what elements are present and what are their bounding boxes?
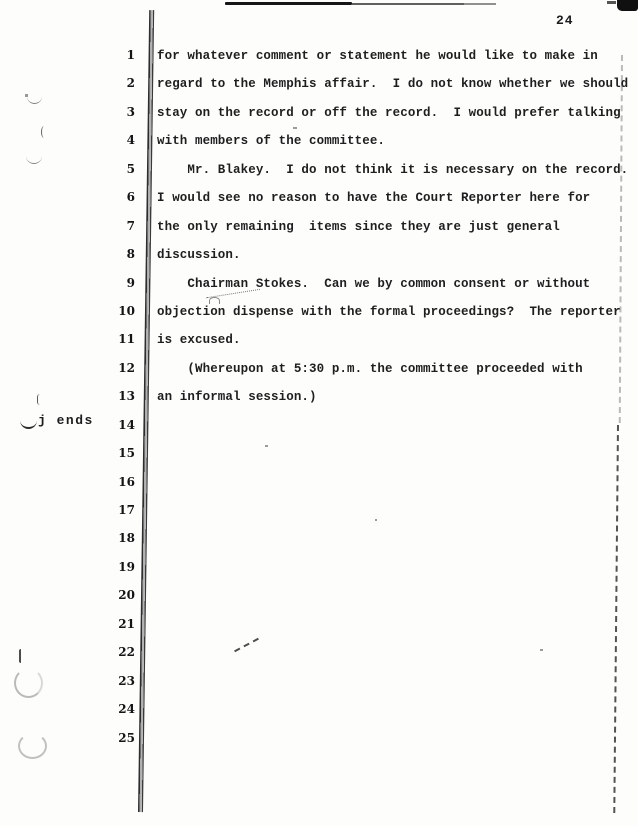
transcript-rows xyxy=(0,48,638,759)
line-number: 25 xyxy=(118,730,135,745)
scan-speck xyxy=(265,445,268,447)
transcript-line xyxy=(0,503,638,531)
line-number: 8 xyxy=(126,247,135,262)
scan-speck xyxy=(293,127,297,129)
transcript-line xyxy=(0,361,638,389)
margin-pencil-mark xyxy=(41,126,47,138)
line-text: I would see no reason to have the Court Reporter here for xyxy=(157,191,591,206)
line-text: Mr. Blakey. I do not think it is necessary on the record. xyxy=(157,162,629,177)
line-text: stay on the record or off the record. I would prefer talking xyxy=(157,105,621,120)
line-text: objection dispense with the formal proceedings? The reporter xyxy=(157,304,621,319)
line-number: 2 xyxy=(126,76,135,91)
line-number: 1 xyxy=(126,48,135,62)
scan-artifact-top-line xyxy=(464,3,496,5)
line-number: 17 xyxy=(118,503,135,517)
transcript-line xyxy=(0,731,638,759)
line-number: 16 xyxy=(118,474,135,489)
line-number: 21 xyxy=(118,616,135,631)
scan-artifact-top-line xyxy=(225,2,352,5)
transcript-line xyxy=(0,276,638,304)
line-number: 14 xyxy=(118,417,135,432)
scan-artifact-corner-blob xyxy=(617,0,638,11)
transcript-line xyxy=(0,560,638,588)
margin-note: j ends xyxy=(38,413,94,428)
scan-artifact-corner-blob xyxy=(607,1,616,4)
line-number: 24 xyxy=(118,702,135,717)
line-number: 6 xyxy=(126,190,135,205)
transcript-line xyxy=(0,76,638,104)
line-text: is excused. xyxy=(157,333,241,348)
transcript-line xyxy=(0,133,638,161)
scan-speck xyxy=(375,519,377,521)
line-number: 18 xyxy=(118,531,135,546)
line-number: 15 xyxy=(118,446,135,461)
line-number: 10 xyxy=(118,303,135,318)
transcript-line xyxy=(0,475,638,503)
transcript-line xyxy=(0,418,638,446)
line-number: 11 xyxy=(118,332,135,347)
line-number: 22 xyxy=(118,645,135,660)
transcript-line xyxy=(0,588,638,616)
transcript-line xyxy=(0,332,638,360)
transcript-line xyxy=(0,674,638,702)
line-number: 13 xyxy=(118,389,135,404)
margin-smudge xyxy=(14,668,43,698)
line-number: 23 xyxy=(118,673,135,688)
transcript-line xyxy=(0,389,638,417)
transcript-line xyxy=(0,702,638,730)
line-number: 9 xyxy=(126,275,135,290)
line-text: Chairman Stokes. Can we by common consent or without xyxy=(157,276,591,291)
transcript-line xyxy=(0,48,638,76)
transcript-line xyxy=(0,162,638,190)
transcript-line xyxy=(0,617,638,645)
scan-artifact-top-line xyxy=(352,3,464,5)
line-number: 7 xyxy=(126,218,135,233)
line-text: the only remaining items since they are just general xyxy=(157,219,560,234)
line-number: 4 xyxy=(126,133,135,148)
line-number: 20 xyxy=(118,588,135,603)
transcript-line xyxy=(0,531,638,559)
line-number: 5 xyxy=(126,161,135,176)
transcript-line xyxy=(0,219,638,247)
line-text: regard to the Memphis affair. I do not know whether we should xyxy=(157,77,629,92)
transcript-line xyxy=(0,304,638,332)
line-text: for whatever comment or statement he would like to make in xyxy=(157,49,598,63)
margin-pencil-mark xyxy=(37,394,42,405)
line-text: an informal session.) xyxy=(157,390,317,405)
transcript-line xyxy=(0,105,638,133)
line-text: (Whereupon at 5:30 p.m. the committee proceeded with xyxy=(157,361,583,376)
margin-pencil-mark xyxy=(19,649,25,663)
margin-smudge xyxy=(18,733,47,759)
scan-speck xyxy=(540,649,543,651)
line-number: 3 xyxy=(126,104,135,119)
page-number: 24 xyxy=(556,13,574,28)
transcript-line xyxy=(0,247,638,275)
line-number: 12 xyxy=(118,360,135,375)
line-text: discussion. xyxy=(157,248,241,263)
transcript-line xyxy=(0,190,638,218)
line-text: with members of the committee. xyxy=(157,134,386,149)
transcript-line xyxy=(0,446,638,474)
margin-pencil-mark xyxy=(25,94,28,97)
line-number: 19 xyxy=(118,559,135,574)
pencil-scribble xyxy=(209,297,220,304)
